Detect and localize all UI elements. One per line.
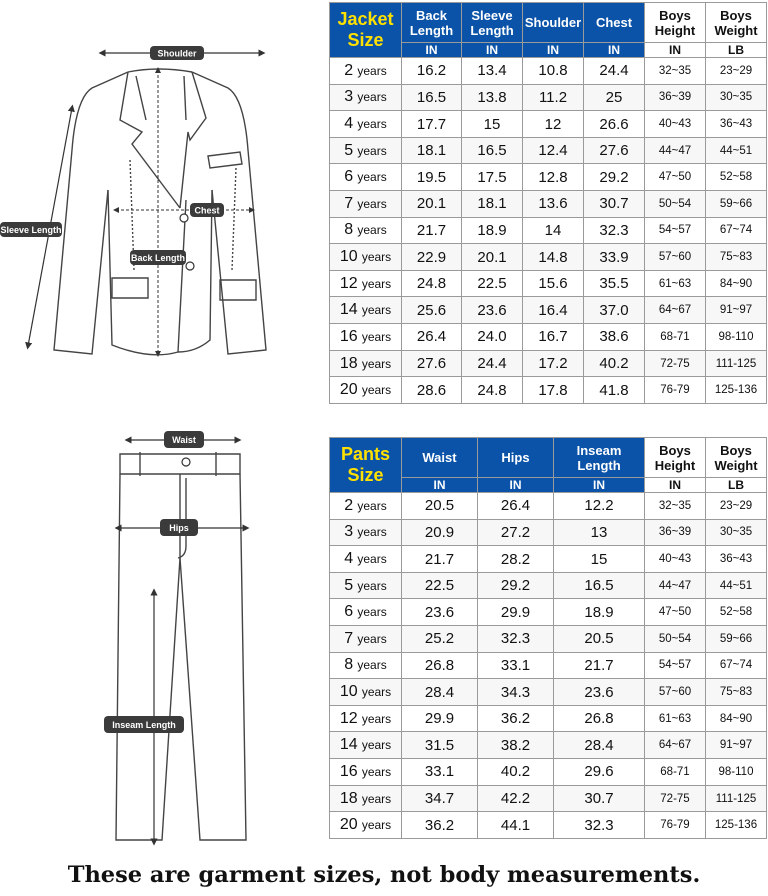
value-cell: 36~43: [706, 111, 767, 138]
age-unit: years: [361, 276, 392, 291]
value-cell: 36~39: [645, 84, 706, 111]
value-cell: 54~57: [645, 652, 706, 679]
value-cell: 41.8: [584, 377, 645, 404]
value-cell: 44~51: [706, 137, 767, 164]
table-row: [330, 270, 767, 297]
value-cell: 23~29: [706, 493, 767, 520]
age-cell: [330, 626, 402, 653]
pants-title-line1: Pants: [340, 444, 391, 464]
value-cell: 91~97: [706, 732, 767, 759]
age-number: 14: [339, 301, 358, 319]
value-cell: 20.5: [554, 626, 645, 653]
value-cell: 52~58: [706, 599, 767, 626]
age-unit: years: [361, 738, 392, 753]
value-cell: 125-136: [706, 377, 767, 404]
value-cell: 35.5: [584, 270, 645, 297]
value-cell: 33.1: [402, 759, 478, 786]
age-cell: [330, 705, 402, 732]
age-unit: years: [361, 764, 392, 779]
value-cell: 61~63: [645, 705, 706, 732]
value-cell: 20.5: [402, 493, 478, 520]
value-cell: 20.9: [402, 519, 478, 546]
value-cell: 57~60: [645, 244, 706, 271]
value-cell: 54~57: [645, 217, 706, 244]
value-cell: 36~39: [645, 519, 706, 546]
value-cell: 24.4: [584, 58, 645, 85]
age-number: 7: [344, 194, 354, 212]
waist-label: [164, 431, 204, 448]
table-row: [330, 572, 767, 599]
garment-size-note: These are garment sizes, not body measurements.: [67, 862, 701, 888]
svg-text:Shoulder: Shoulder: [157, 48, 197, 59]
chest-label: [190, 203, 224, 217]
jacket-column-header: Boys Height: [645, 3, 706, 43]
age-number: 18: [339, 789, 358, 807]
value-cell: 31.5: [402, 732, 478, 759]
table-row: [330, 493, 767, 520]
value-cell: 11.2: [523, 84, 584, 111]
value-cell: 47~50: [645, 164, 706, 191]
value-cell: 36.2: [478, 705, 554, 732]
pants-title-line2: Size: [347, 465, 384, 485]
value-cell: 84~90: [706, 270, 767, 297]
table-row: [330, 759, 767, 786]
value-cell: 23~29: [706, 58, 767, 85]
age-number: 10: [339, 248, 358, 266]
age-unit: years: [357, 525, 387, 540]
value-cell: 28.2: [478, 546, 554, 573]
value-cell: 18.9: [554, 599, 645, 626]
age-number: 8: [344, 656, 354, 674]
svg-text:Back Length: Back Length: [130, 253, 186, 263]
value-cell: 59~66: [706, 191, 767, 218]
value-cell: 20.1: [462, 244, 523, 271]
value-cell: 42.2: [478, 785, 554, 812]
shoulder-label: [150, 46, 204, 60]
hips-label: [160, 519, 198, 536]
table-row: [330, 546, 767, 573]
age-unit: years: [357, 63, 387, 78]
value-cell: 32.3: [554, 812, 645, 839]
value-cell: 26.8: [554, 705, 645, 732]
age-cell: [330, 546, 402, 573]
value-cell: 50~54: [645, 191, 706, 218]
age-unit: years: [361, 711, 392, 726]
sleeve-length-label: [0, 222, 62, 237]
value-cell: 17.5: [462, 164, 523, 191]
value-cell: 44~51: [706, 572, 767, 599]
age-unit: years: [357, 170, 387, 185]
value-cell: 72-75: [645, 350, 706, 377]
value-cell: 61~63: [645, 270, 706, 297]
age-unit: years: [361, 818, 392, 833]
table-row: [330, 58, 767, 85]
value-cell: 47~50: [645, 599, 706, 626]
value-cell: 28.4: [554, 732, 645, 759]
pants-column-unit: LB: [706, 478, 767, 493]
age-unit: years: [357, 552, 387, 567]
value-cell: 34.3: [478, 679, 554, 706]
value-cell: 28.6: [402, 377, 462, 404]
value-cell: 24.0: [462, 324, 523, 351]
value-cell: 12: [523, 111, 584, 138]
age-unit: years: [357, 631, 387, 646]
value-cell: 29.9: [402, 705, 478, 732]
age-unit: years: [361, 329, 392, 344]
age-cell: [330, 297, 402, 324]
age-unit: years: [361, 791, 392, 806]
value-cell: 91~97: [706, 297, 767, 324]
age-number: 16: [339, 327, 358, 345]
age-unit: years: [357, 117, 387, 132]
value-cell: 33.1: [478, 652, 554, 679]
jacket-column-unit: IN: [645, 43, 706, 58]
value-cell: 28.4: [402, 679, 478, 706]
value-cell: 26.8: [402, 652, 478, 679]
value-cell: 40~43: [645, 546, 706, 573]
value-cell: 15: [462, 111, 523, 138]
value-cell: 23.6: [402, 599, 478, 626]
age-unit: years: [357, 223, 387, 238]
age-number: 20: [339, 816, 358, 834]
jacket-column-unit: IN: [523, 43, 584, 58]
value-cell: 27.6: [402, 350, 462, 377]
value-cell: 16.5: [462, 137, 523, 164]
jacket-title-line2: Size: [347, 30, 384, 50]
age-number: 6: [344, 168, 354, 186]
age-cell: [330, 599, 402, 626]
value-cell: 29.6: [554, 759, 645, 786]
table-row: [330, 244, 767, 271]
jacket-column-header: Boys Weight: [706, 3, 767, 43]
age-cell: [330, 759, 402, 786]
age-cell: [330, 217, 402, 244]
age-number: 6: [344, 603, 354, 621]
value-cell: 38.2: [478, 732, 554, 759]
value-cell: 22.9: [402, 244, 462, 271]
value-cell: 29.2: [584, 164, 645, 191]
value-cell: 75~83: [706, 679, 767, 706]
table-row: [330, 164, 767, 191]
value-cell: 40~43: [645, 111, 706, 138]
pants-column-unit: IN: [478, 478, 554, 493]
value-cell: 38.6: [584, 324, 645, 351]
value-cell: 25.2: [402, 626, 478, 653]
value-cell: 13.4: [462, 58, 523, 85]
pants-column-header: Inseam Length: [554, 438, 645, 478]
value-cell: 16.5: [402, 84, 462, 111]
table-row: [330, 679, 767, 706]
age-cell: [330, 137, 402, 164]
svg-text:Chest: Chest: [194, 205, 220, 216]
age-number: 8: [344, 221, 354, 239]
jacket-size-header: [330, 3, 402, 58]
age-number: 2: [344, 496, 354, 514]
age-cell: [330, 493, 402, 520]
value-cell: 50~54: [645, 626, 706, 653]
pants-column-header: Hips: [478, 438, 554, 478]
value-cell: 24.8: [402, 270, 462, 297]
value-cell: 98-110: [706, 324, 767, 351]
value-cell: 64~67: [645, 297, 706, 324]
age-unit: years: [357, 143, 387, 158]
value-cell: 22.5: [402, 572, 478, 599]
pants-size-header: [330, 438, 402, 493]
value-cell: 19.5: [402, 164, 462, 191]
value-cell: 30~35: [706, 519, 767, 546]
age-cell: [330, 519, 402, 546]
age-unit: years: [357, 196, 387, 211]
value-cell: 17.2: [523, 350, 584, 377]
age-number: 4: [344, 550, 354, 568]
value-cell: 17.7: [402, 111, 462, 138]
value-cell: 26.6: [584, 111, 645, 138]
table-row: [330, 377, 767, 404]
value-cell: 34.7: [402, 785, 478, 812]
jacket-title-line1: Jacket: [337, 9, 394, 29]
jacket-column-header: Sleeve Length: [462, 3, 523, 43]
table-row: [330, 785, 767, 812]
svg-text:Waist: Waist: [172, 435, 196, 445]
age-unit: years: [357, 90, 387, 105]
pants-diagram: [100, 428, 270, 848]
age-unit: years: [357, 498, 387, 513]
age-cell: [330, 350, 402, 377]
table-row: [330, 599, 767, 626]
svg-text:Sleeve Length: Sleeve Length: [0, 225, 62, 235]
value-cell: 32.3: [478, 626, 554, 653]
value-cell: 68-71: [645, 324, 706, 351]
age-number: 14: [339, 736, 358, 754]
value-cell: 18.9: [462, 217, 523, 244]
value-cell: 37.0: [584, 297, 645, 324]
value-cell: 27.6: [584, 137, 645, 164]
age-unit: years: [361, 685, 392, 700]
jacket-size-table: [329, 2, 767, 404]
value-cell: 36.2: [402, 812, 478, 839]
age-number: 12: [339, 709, 358, 727]
value-cell: 22.5: [462, 270, 523, 297]
value-cell: 111-125: [706, 350, 767, 377]
pants-column-unit: IN: [402, 478, 478, 493]
value-cell: 29.9: [478, 599, 554, 626]
table-row: [330, 111, 767, 138]
table-row: [330, 191, 767, 218]
jacket-column-header: Back Length: [402, 3, 462, 43]
value-cell: 21.7: [554, 652, 645, 679]
pants-column-unit: IN: [645, 478, 706, 493]
age-cell: [330, 652, 402, 679]
age-cell: [330, 679, 402, 706]
age-number: 2: [344, 61, 354, 79]
value-cell: 24.8: [462, 377, 523, 404]
age-unit: years: [361, 356, 392, 371]
pants-column-header: Waist: [402, 438, 478, 478]
age-cell: [330, 785, 402, 812]
value-cell: 14.8: [523, 244, 584, 271]
age-cell: [330, 732, 402, 759]
age-cell: [330, 812, 402, 839]
age-cell: [330, 324, 402, 351]
value-cell: 30.7: [584, 191, 645, 218]
value-cell: 26.4: [478, 493, 554, 520]
age-cell: [330, 572, 402, 599]
value-cell: 20.1: [402, 191, 462, 218]
value-cell: 44.1: [478, 812, 554, 839]
value-cell: 33.9: [584, 244, 645, 271]
value-cell: 40.2: [584, 350, 645, 377]
value-cell: 27.2: [478, 519, 554, 546]
value-cell: 67~74: [706, 652, 767, 679]
value-cell: 21.7: [402, 217, 462, 244]
value-cell: 57~60: [645, 679, 706, 706]
value-cell: 72-75: [645, 785, 706, 812]
table-row: [330, 732, 767, 759]
age-cell: [330, 191, 402, 218]
age-unit: years: [357, 605, 387, 620]
jacket-column-header: Chest: [584, 3, 645, 43]
value-cell: 40.2: [478, 759, 554, 786]
value-cell: 25.6: [402, 297, 462, 324]
age-cell: [330, 111, 402, 138]
value-cell: 84~90: [706, 705, 767, 732]
value-cell: 14: [523, 217, 584, 244]
value-cell: 59~66: [706, 626, 767, 653]
value-cell: 26.4: [402, 324, 462, 351]
table-row: [330, 812, 767, 839]
jacket-diagram: [0, 40, 318, 370]
age-number: 12: [339, 274, 358, 292]
table-row: [330, 217, 767, 244]
age-number: 5: [344, 141, 354, 159]
value-cell: 25: [584, 84, 645, 111]
pants-column-header: Boys Weight: [706, 438, 767, 478]
jacket-column-unit: IN: [584, 43, 645, 58]
age-cell: [330, 377, 402, 404]
value-cell: 10.8: [523, 58, 584, 85]
value-cell: 30~35: [706, 84, 767, 111]
age-cell: [330, 164, 402, 191]
table-row: [330, 626, 767, 653]
jacket-column-unit: LB: [706, 43, 767, 58]
age-unit: years: [361, 303, 392, 318]
value-cell: 23.6: [462, 297, 523, 324]
age-unit: years: [357, 658, 387, 673]
table-row: [330, 137, 767, 164]
value-cell: 64~67: [645, 732, 706, 759]
value-cell: 44~47: [645, 137, 706, 164]
value-cell: 24.4: [462, 350, 523, 377]
value-cell: 32~35: [645, 493, 706, 520]
value-cell: 44~47: [645, 572, 706, 599]
value-cell: 16.5: [554, 572, 645, 599]
age-number: 18: [339, 354, 358, 372]
age-number: 10: [339, 683, 358, 701]
value-cell: 111-125: [706, 785, 767, 812]
value-cell: 16.4: [523, 297, 584, 324]
age-cell: [330, 84, 402, 111]
value-cell: 32.3: [584, 217, 645, 244]
table-row: [330, 519, 767, 546]
value-cell: 21.7: [402, 546, 478, 573]
value-cell: 23.6: [554, 679, 645, 706]
age-number: 3: [344, 88, 354, 106]
jacket-column-unit: IN: [402, 43, 462, 58]
value-cell: 13.8: [462, 84, 523, 111]
table-row: [330, 705, 767, 732]
age-number: 20: [339, 381, 358, 399]
value-cell: 15.6: [523, 270, 584, 297]
pants-size-table: [329, 437, 767, 839]
value-cell: 125-136: [706, 812, 767, 839]
age-number: 7: [344, 629, 354, 647]
value-cell: 32~35: [645, 58, 706, 85]
value-cell: 13.6: [523, 191, 584, 218]
value-cell: 68-71: [645, 759, 706, 786]
value-cell: 12.4: [523, 137, 584, 164]
age-number: 16: [339, 762, 358, 780]
table-row: [330, 84, 767, 111]
table-row: [330, 297, 767, 324]
age-cell: [330, 58, 402, 85]
age-unit: years: [361, 250, 392, 265]
value-cell: 15: [554, 546, 645, 573]
value-cell: 75~83: [706, 244, 767, 271]
age-cell: [330, 270, 402, 297]
value-cell: 76-79: [645, 377, 706, 404]
table-row: [330, 350, 767, 377]
table-row: [330, 324, 767, 351]
value-cell: 67~74: [706, 217, 767, 244]
age-unit: years: [357, 578, 387, 593]
value-cell: 16.2: [402, 58, 462, 85]
value-cell: 12.8: [523, 164, 584, 191]
age-cell: [330, 244, 402, 271]
pants-column-unit: IN: [554, 478, 645, 493]
jacket-column-header: Shoulder: [523, 3, 584, 43]
value-cell: 36~43: [706, 546, 767, 573]
age-number: 4: [344, 115, 354, 133]
value-cell: 17.8: [523, 377, 584, 404]
jacket-column-unit: IN: [462, 43, 523, 58]
inseam-length-label: [104, 716, 184, 733]
value-cell: 30.7: [554, 785, 645, 812]
svg-text:Hips: Hips: [169, 523, 189, 533]
table-row: [330, 652, 767, 679]
value-cell: 29.2: [478, 572, 554, 599]
value-cell: 18.1: [402, 137, 462, 164]
age-number: 3: [344, 523, 354, 541]
value-cell: 76-79: [645, 812, 706, 839]
value-cell: 52~58: [706, 164, 767, 191]
value-cell: 18.1: [462, 191, 523, 218]
value-cell: 12.2: [554, 493, 645, 520]
svg-text:Inseam Length: Inseam Length: [112, 720, 176, 730]
value-cell: 16.7: [523, 324, 584, 351]
value-cell: 13: [554, 519, 645, 546]
age-unit: years: [361, 383, 392, 398]
back-length-label: [130, 250, 186, 265]
pants-column-header: Boys Height: [645, 438, 706, 478]
age-number: 5: [344, 576, 354, 594]
value-cell: 98-110: [706, 759, 767, 786]
